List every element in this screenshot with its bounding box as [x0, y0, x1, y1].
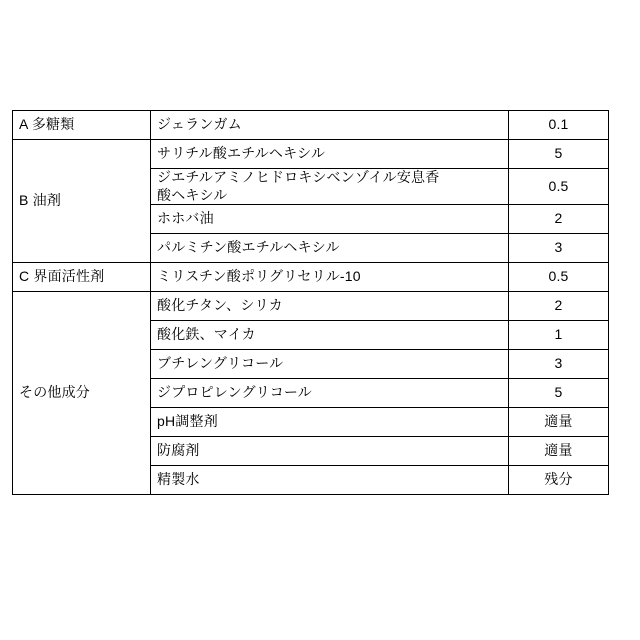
row-ingredient-name: 精製水 [151, 466, 509, 495]
row-amount: 2 [509, 205, 609, 234]
row-ingredient-name: 酸化チタン、シリカ [151, 292, 509, 321]
row-amount: 1 [509, 321, 609, 350]
row-ingredient-name: 酸化鉄、マイカ [151, 321, 509, 350]
row-ingredient-name: ジプロピレングリコール [151, 379, 509, 408]
ingredients-table-container [12, 110, 608, 495]
row-amount: 3 [509, 234, 609, 263]
row-ingredient-name: ジエチルアミノヒドロキシベンゾイル安息香 酸ヘキシル [151, 169, 509, 205]
row-ingredient-name: 防腐剤 [151, 437, 509, 466]
row-group-label: B 油剤 [13, 140, 151, 263]
table-row [13, 140, 609, 169]
row-group-label: C 界面活性剤 [13, 263, 151, 292]
row-amount: 0.5 [509, 169, 609, 205]
row-amount: 5 [509, 140, 609, 169]
table-row [13, 263, 609, 292]
row-amount: 5 [509, 379, 609, 408]
row-group-label: その他成分 [13, 292, 151, 495]
table-row [13, 292, 609, 321]
row-amount: 適量 [509, 437, 609, 466]
row-ingredient-name: ブチレングリコール [151, 350, 509, 379]
row-ingredient-name: パルミチン酸エチルヘキシル [151, 234, 509, 263]
row-ingredient-name: pH調整剤 [151, 408, 509, 437]
row-amount: 0.5 [509, 263, 609, 292]
row-amount: 0.1 [509, 111, 609, 140]
ingredients-table [12, 110, 609, 495]
row-amount: 適量 [509, 408, 609, 437]
row-ingredient-name: ミリスチン酸ポリグリセリル-10 [151, 263, 509, 292]
table-row [13, 111, 609, 140]
row-ingredient-name: サリチル酸エチルヘキシル [151, 140, 509, 169]
row-amount: 2 [509, 292, 609, 321]
row-amount: 3 [509, 350, 609, 379]
row-ingredient-name: ジェランガム [151, 111, 509, 140]
row-ingredient-name: ホホバ油 [151, 205, 509, 234]
row-amount: 残分 [509, 466, 609, 495]
row-group-label: A 多糖類 [13, 111, 151, 140]
